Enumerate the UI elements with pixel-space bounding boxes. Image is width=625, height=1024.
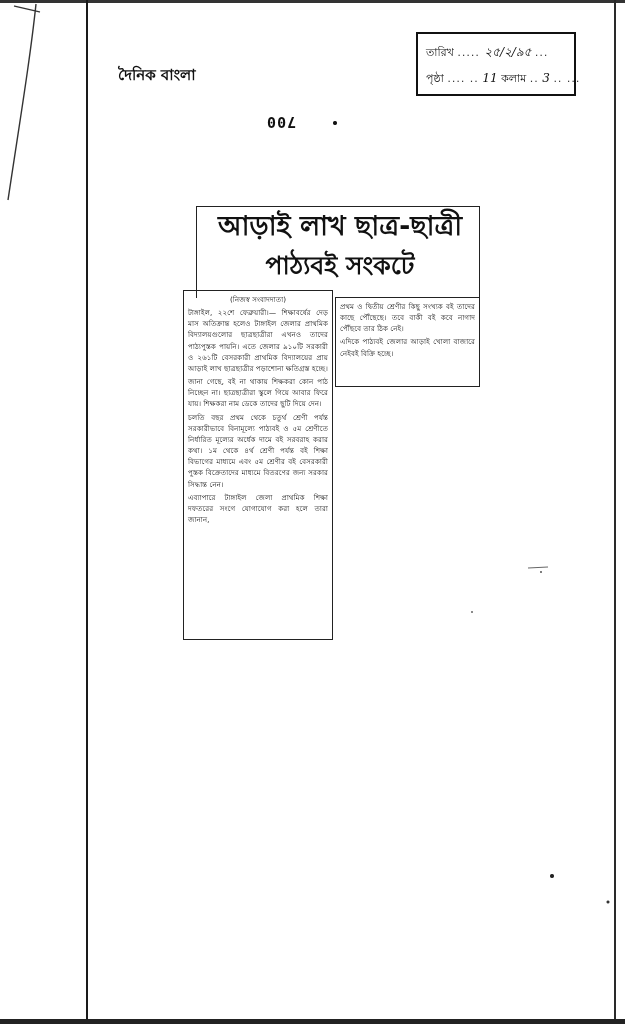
stamp-date-label: তারিখ [426, 46, 454, 59]
article-paragraph: চলতি বছর প্রথম থেকে চতুর্থ শ্রেণী পর্যন্ত সরকারীভাবে বিনামূল্যে পাঠ্যবই ও ৫ম শ্রেণীতে নির্ধারিত মূল্যের অর্ধেক দামে বই সরবরাহ করার কথা। ১ম থেকে ৪র্থ শ্রেণী পর্যন্ত বই শিক্ষা বিভাগের মাধ্যমে এবং ৫ম শ্রেণীর বই বেসরকারী পুস্তক বিক্রেতাদের মাধ্যমে বিতরণের জন্য সরকার সিদ্ধান্ত নেন। [188, 412, 328, 489]
stamp-dots: ..... [457, 46, 485, 59]
page-number: 700 [266, 113, 297, 131]
stamp-column-label: কলাম [501, 72, 527, 85]
article-byline: (নিজস্ব সংবাদদাতা) [229, 295, 287, 304]
article-paragraph: এব্যাপারে টাঙ্গাইল জেলা প্রাথমিক শিক্ষা দফতরের সংগে যোগাযোগ করা হলে তারা জানান, [188, 492, 328, 524]
stamp-date-value: ২৫/২/৯৫ [484, 45, 532, 59]
article-headline-line1: আড়াই লাখ ছাত্র-ছাত্রী [217, 211, 463, 242]
article-paragraph: টাঙ্গাইল, ২২শে ফেব্রুয়ারী।— শিক্ষাবর্ষের দেড় মাস অতিক্রান্ত হলেও টাঙ্গাইল জেলার প্রাথমিক বিদ্যালয়গুলোর ছাত্রছাত্রীরা এখনও তাদের পাঠ্যপুস্তক পায়নি। এতে জেলার ৯১০টি সরকারী ও ২৬১টি বেসরকারী প্রাথমিক বিদ্যালয়ের প্রায় আড়াই লাখ ছাত্রছাত্রীর পড়াশোনা ক্ষতিগ্রস্ত হচ্ছে। [188, 308, 328, 373]
stamp-dots: .. ... [553, 72, 581, 85]
newspaper-name: দৈনিক বাংলা [118, 66, 196, 84]
article-paragraph: জানা গেছে, বই না থাকায় শিক্ষকরা কোন পাঠ নিচ্ছেন না। ছাত্রছাত্রীরা স্কুলে গিয়ে আবার ফিরে যায়। শিক্ষকরা নাম ডেকে তাদের ছুটি দিয়ে দেন। [188, 377, 328, 409]
stamp-dots: ... [534, 46, 549, 59]
article-paragraph: এদিকে পাঠ্যবই জেলার আড়াই খোলা বাজারে নেইবই বিক্রি হচ্ছে। [340, 337, 475, 358]
stamp-page-label: পৃষ্ঠা [426, 72, 444, 85]
article-headline-line2: পাঠ্যবই সংকটে [265, 251, 415, 280]
article-paragraph: প্রথম ও দ্বিতীয় শ্রেণীর কিছু সংখ্যক বই তাদের কাছে পৌঁছেছে। তবে বাকী বই কবে নাগাদ পৌঁছবে তার ঠিক নেই। [340, 302, 475, 334]
stamp-dots: .. [529, 72, 539, 85]
stamp-column-value: 3 [542, 71, 550, 85]
stamp-dots: .... .. [447, 72, 479, 85]
stamp-page-value: 11 [482, 71, 498, 85]
